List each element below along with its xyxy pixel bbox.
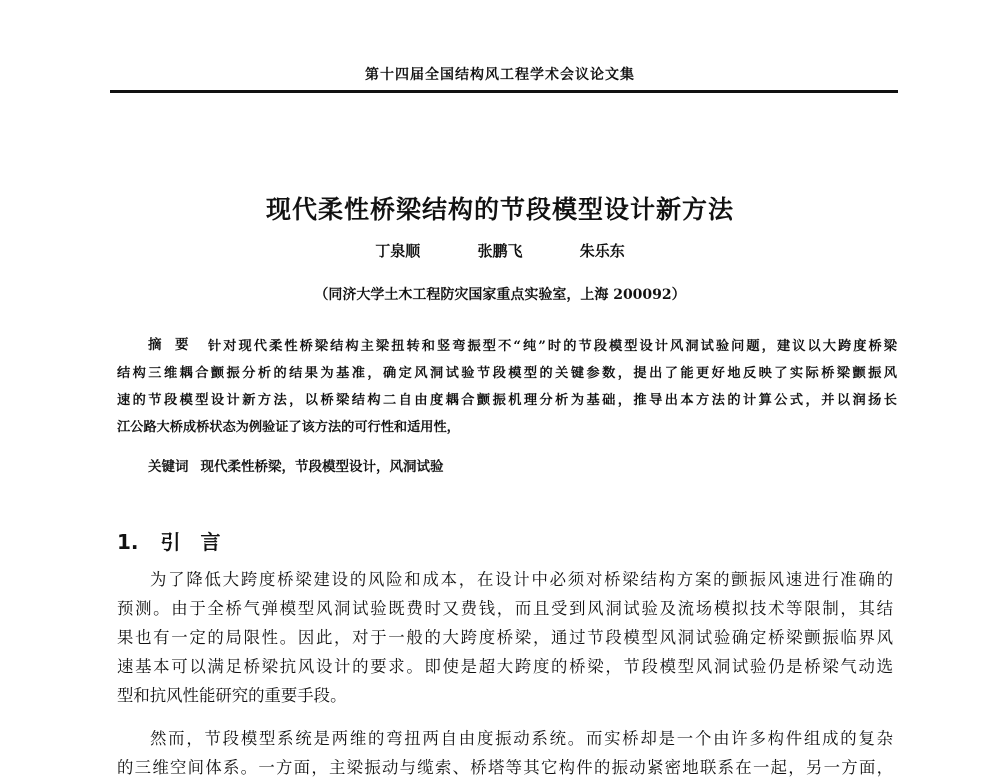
- author: 朱乐东: [579, 242, 625, 260]
- abstract-label: 摘 要: [148, 337, 189, 353]
- abstract-line: 速的节段模型设计新方法，以桥梁结构二自由度耦合颤振机理分析为基础，推导出本方法的计算公式，并以润扬长: [117, 393, 897, 408]
- running-header: 第十四届全国结构风工程学术会议论文集: [365, 67, 635, 83]
- body-line: 的三维空间体系。一方面，主梁振动与缆索、桥塔等其它构件的振动紧密地联系在一起，另一方面，: [117, 758, 893, 777]
- body-line: 型和抗风性能研究的重要手段。: [117, 686, 347, 705]
- body-line: 然而，节段模型系统是两维的弯扭两自由度振动系统。而实桥却是一个由许多构件组成的复杂: [150, 729, 893, 748]
- keywords-label: 关键词: [148, 459, 189, 475]
- abstract-line: 针对现代柔性桥梁结构主梁扭转和竖弯振型不“纯”时的节段模型设计风洞试验问题，建议以大跨度桥梁: [208, 339, 897, 354]
- body-line: 果也有一定的局限性。因此，对于一般的大跨度桥梁，通过节段模型风洞试验确定桥梁颤振临界风: [117, 628, 893, 647]
- section-heading: [117, 526, 221, 555]
- author: 张鹏飞: [477, 242, 523, 260]
- header-rule: [110, 90, 898, 93]
- body-line: 为了降低大跨度桥梁建设的风险和成本，在设计中必须对桥梁结构方案的颤振风速进行准确的: [150, 570, 893, 589]
- body-line: 预测。由于全桥气弹模型风洞试验既费时又费钱，而且受到风洞试验及流场模拟技术等限制，其结: [117, 599, 893, 618]
- keywords: [148, 455, 444, 475]
- section-number: 1.: [117, 530, 139, 554]
- author: 丁泉顺: [375, 242, 421, 260]
- body-line: 速基本可以满足桥梁抗风设计的要求。即使是超大跨度的桥梁，节段模型风洞试验仍是桥梁气动选: [117, 657, 893, 676]
- authors: [0, 240, 1000, 261]
- section-title: 引 言: [160, 530, 221, 554]
- affiliation: （同济大学土木工程防灾国家重点实验室，上海 200092）: [314, 287, 686, 303]
- paper-title: 现代柔性桥梁结构的节段模型设计新方法: [265, 195, 734, 224]
- keywords-text: 现代柔性桥梁，节段模型设计，风洞试验: [200, 459, 444, 475]
- abstract-line: 江公路大桥成桥状态为例验证了该方法的可行性和适用性，: [117, 420, 460, 435]
- abstract-line: 结构三维耦合颤振分析的结果为基准，确定风洞试验节段模型的关键参数，提出了能更好地反映了实际桥梁颤振风: [117, 366, 897, 381]
